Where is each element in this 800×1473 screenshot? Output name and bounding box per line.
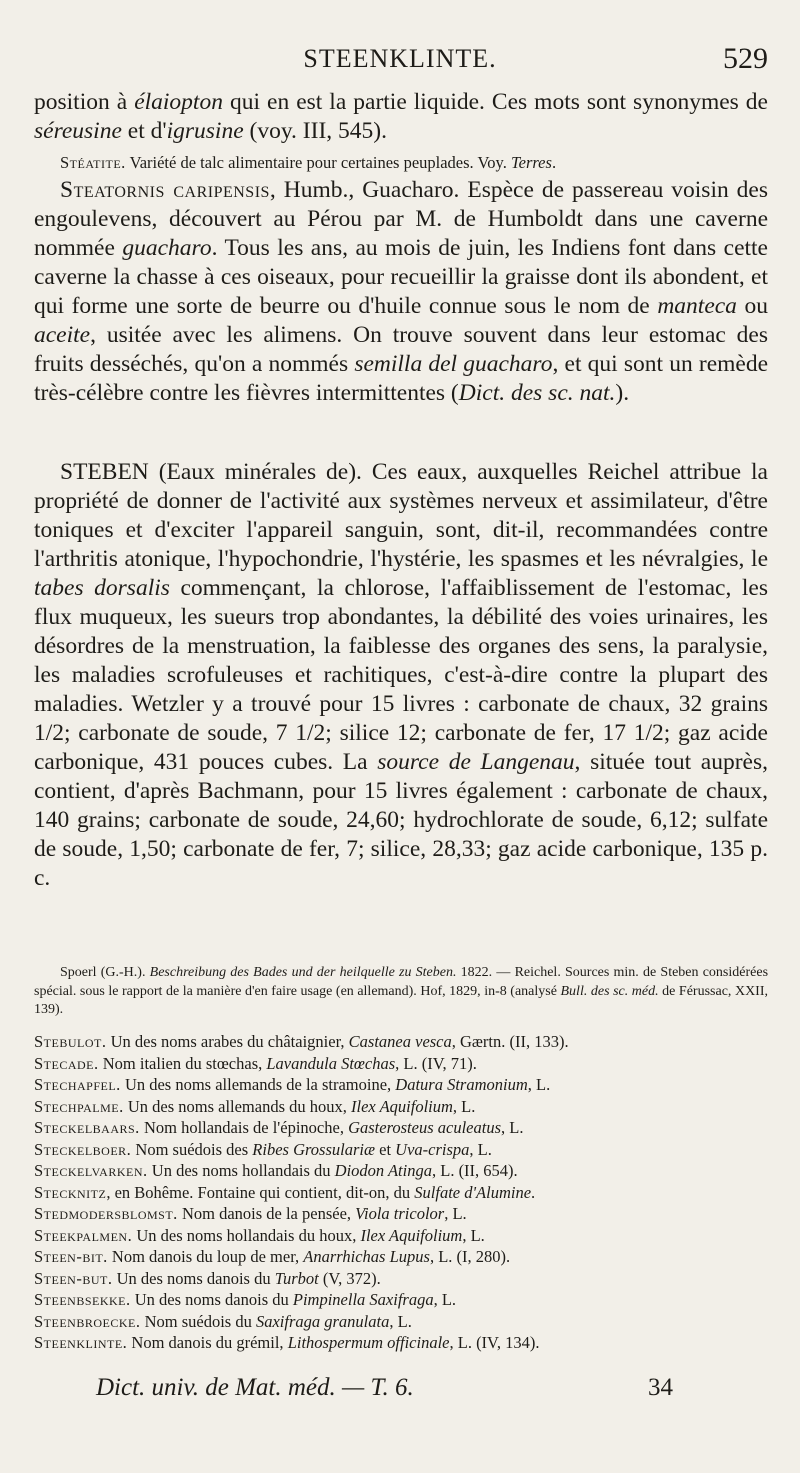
text-run: , L. xyxy=(462,1225,485,1245)
text-run: Variété de talc alimentaire pour certaines peuplades. Voy. xyxy=(125,153,511,172)
italic-term: Lithospermum officinale xyxy=(287,1333,450,1352)
list-item xyxy=(34,1225,768,1247)
italic-title: Bull. des sc. méd. xyxy=(560,983,659,999)
italic-term: Gasterosteus aculeatus xyxy=(348,1118,501,1137)
text-run: Nom hollandais de l'épinoche, xyxy=(139,1118,349,1137)
text-run: , L. xyxy=(433,1290,457,1309)
text-run: Un des noms hollandais du houx, xyxy=(132,1225,361,1245)
running-title: STEENKLINTE. xyxy=(303,44,497,73)
list-item xyxy=(34,1117,768,1139)
italic-term: igrusine xyxy=(166,118,244,144)
entry-headword: Stebulot. xyxy=(34,1032,107,1051)
italic-term: Castanea vesca xyxy=(348,1032,452,1051)
italic-term: Lavandula Stœchas xyxy=(266,1053,396,1073)
italic-term: Ribes Grossulariæ xyxy=(252,1139,375,1159)
italic-term: Saxifraga granulata xyxy=(255,1311,390,1331)
entry-headword: Steckelboer. xyxy=(34,1139,132,1159)
short-entries-list xyxy=(34,1031,768,1354)
text-run: , L. xyxy=(469,1139,492,1159)
signature-footer xyxy=(96,1374,696,1408)
text-run: , et qui sont un remède très-célèbre contre les fièvres intermittentes ( xyxy=(34,351,769,406)
text-run: , située tout auprès, contient, d'après Bachmann, pour 15 livres également : carbonate de chaux, 140 grains; carbonate de soude, 24,60; hydrochlorate de soude, 6,12; sulfate de soude, 1,50; carbonate de fer, 7; silice, 28,33; gaz acide carbonique, 135 p. c. xyxy=(34,749,768,891)
list-item xyxy=(34,1268,768,1290)
italic-term: Datura Stramonium xyxy=(395,1075,528,1094)
text-run: , L. (IV, 71). xyxy=(395,1053,477,1073)
italic-title: Beschreibung des Bades und der heilquelle zu Steben. xyxy=(149,965,457,980)
list-item xyxy=(34,1246,768,1268)
entry-headword: STEBEN xyxy=(60,459,149,485)
italic-term: Ilex Aquifolium xyxy=(351,1096,453,1116)
text-run: de Férussac, XXII, 139). xyxy=(34,983,769,1017)
text-run: , L. xyxy=(527,1075,551,1094)
paragraph-elaiopton-continuation xyxy=(34,88,768,146)
entry-headword: Steekpalmen. xyxy=(34,1225,133,1245)
entry-headword: Stecade. xyxy=(34,1053,99,1073)
italic-term: aceite xyxy=(34,322,91,348)
list-item xyxy=(34,1053,768,1075)
entry-headword: Steatornis caripensis xyxy=(60,177,270,203)
text-run: , L. xyxy=(501,1118,524,1137)
text-run: , L. (IV, 134). xyxy=(449,1333,540,1352)
entry-headword: Steckelbaars. xyxy=(34,1118,140,1137)
list-item xyxy=(34,1332,768,1354)
italic-term: Anarrhichas Lupus xyxy=(303,1247,430,1266)
list-item xyxy=(34,1074,768,1096)
list-item xyxy=(34,1139,768,1161)
text-run: (V, 372). xyxy=(318,1268,381,1288)
entry-headword: Steenbsekke. xyxy=(34,1290,131,1309)
text-run: Un des noms hollandais du xyxy=(147,1161,335,1180)
entry-headword: Steen-bit. xyxy=(34,1247,108,1266)
text-run: (voy. III, 545). xyxy=(243,118,387,144)
text-run: (Eaux minérales de). Ces eaux, auxquelles Reichel attribue la propriété de donner de l'activité aux systèmes nerveux et assimilateur, d'être toniques et d'exciter l'appareil sanguin, sont, dit-il, recommandées contre l'arthritis atonique, l'hypochondrie, l'hystérie, les spasmes et les névralgies, le xyxy=(34,459,768,572)
italic-term: guacharo xyxy=(122,235,212,261)
text-run: , L. xyxy=(444,1204,467,1223)
text-run: Nom italien du stœchas, xyxy=(98,1053,267,1073)
italic-term: Ilex Aquifolium xyxy=(360,1225,463,1245)
entry-headword: Stechapfel. xyxy=(34,1075,121,1094)
text-run: et d' xyxy=(121,118,167,144)
entry-headword: Stedmodersblomst. xyxy=(34,1204,178,1223)
list-item xyxy=(34,1203,768,1225)
italic-term: Turbot xyxy=(274,1268,319,1288)
list-item xyxy=(34,1096,768,1118)
text-run: Nom danois du loup de mer, xyxy=(107,1247,304,1266)
signature-mark: Dict. univ. de Mat. méd. — T. 6. xyxy=(96,1374,414,1401)
text-run: Un des noms allemands de la stramoine, xyxy=(120,1075,396,1094)
entry-steatite xyxy=(34,152,768,174)
text-run: Un des noms danois du xyxy=(112,1268,275,1288)
text-run: , en Bohême. Fontaine qui contient, dit-on, du xyxy=(106,1182,415,1202)
text-run: ). xyxy=(615,380,630,406)
text-run: Nom danois du grémil, xyxy=(127,1333,288,1352)
text-run: , Gærtn. (II, 133). xyxy=(451,1032,569,1051)
text-run: , L. (II, 654). xyxy=(431,1161,518,1180)
text-run: , Humb., Guacharo. Espèce de passereau voisin des engoulevens, découvert au Pérou par M. de Humboldt dans une caverne nommée xyxy=(34,177,768,261)
text-run: Nom danois de la pensée, xyxy=(177,1204,356,1223)
entry-steatornis xyxy=(34,176,768,408)
italic-term: Viola tricolor xyxy=(355,1204,445,1223)
text-run: Spoerl (G.-H.). xyxy=(60,965,150,980)
list-item xyxy=(34,1031,768,1053)
entry-headword: Steen-but. xyxy=(34,1268,113,1288)
list-item xyxy=(34,1182,768,1204)
entry-headword: Steenbroecke. xyxy=(34,1311,141,1331)
entry-headword: Stecknitz xyxy=(34,1182,107,1202)
italic-term: Diodon Atinga xyxy=(334,1161,432,1180)
text-run: Un des noms allemands du houx, xyxy=(123,1096,352,1116)
text-run: qui en est la partie liquide. Ces mots sont synonymes de xyxy=(222,89,768,115)
text-run: et xyxy=(375,1139,396,1159)
italic-term: Pimpinella Saxifraga xyxy=(292,1290,434,1309)
text-run: . Tous les ans, au mois de juin, les Indiens font dans cette caverne la chasse à ces oiseaux, pour recueillir la graisse dont ils abondent, et qui forme une sorte de beurre ou d'huile connue sous le nom de xyxy=(34,235,768,319)
italic-term: semilla del guacharo xyxy=(354,351,553,377)
text-run: . xyxy=(551,153,557,172)
entry-headword: Steckelvarken. xyxy=(34,1161,148,1180)
italic-term: tabes dorsalis xyxy=(34,575,170,601)
italic-term: séreusine xyxy=(34,118,122,144)
entry-headword: Stechpalme. xyxy=(34,1096,124,1116)
running-header xyxy=(30,42,770,78)
list-item xyxy=(34,1160,768,1182)
text-run: . xyxy=(531,1182,536,1202)
text-run: Un des noms arabes du châtaignier, xyxy=(106,1032,349,1051)
text-run: , L. xyxy=(452,1096,476,1116)
text-run: 1822. — Reichel. Sources min. de Steben considérées spécial. sous le rapport de la manière d'en faire usage (en allemand). Hof, 1829, in-8 (analysé xyxy=(34,965,769,999)
list-item xyxy=(34,1311,768,1333)
text-run: Nom suédois des xyxy=(131,1139,253,1159)
text-run: position à xyxy=(34,89,135,115)
text-run: ou xyxy=(736,293,768,319)
page-number: 529 xyxy=(723,42,768,75)
italic-term: source de Langenau xyxy=(377,749,575,775)
text-run: , usitée avec les alimens. On trouve souvent dans leur estomac des fruits desséchés, qu'on a nommés xyxy=(34,322,768,377)
italic-term: élaiopton xyxy=(134,89,223,115)
entry-headword: Steenklinte. xyxy=(34,1333,128,1352)
italic-term: Uva-crispa xyxy=(395,1139,470,1159)
text-run: , L. (I, 280). xyxy=(429,1247,511,1266)
entry-headword: Stéatite. xyxy=(60,153,126,172)
italic-term: manteca xyxy=(657,293,737,319)
text-run: Nom suédois du xyxy=(140,1311,256,1331)
list-item xyxy=(34,1289,768,1311)
sheet-number: 34 xyxy=(648,1374,673,1401)
italic-term: Sulfate d'Alumine xyxy=(414,1182,532,1202)
entry-steben xyxy=(34,458,768,893)
italic-term: Dict. des sc. nat. xyxy=(458,380,616,406)
bibliography-note xyxy=(34,964,768,1020)
text-run: , L. xyxy=(389,1311,412,1331)
text-run: commençant, la chlorose, l'affaiblissement de l'estomac, les flux muqueux, les sueurs trop abondantes, la débilité des voies urinaires, les désordres de la menstruation, la faiblesse des organes des sens, la paralysie, les maladies scrofuleuses et rachitiques, c'est-à-dire contre la plupart des maladies. Wetzler y a trouvé pour 15 livres : carbonate de chaux, 32 grains 1/2; carbonate de soude, 7 1/2; silice 12; carbonate de fer, 17 1/2; gaz acide carbonique, 431 pouces cubes. La xyxy=(34,575,768,775)
text-run: Un des noms danois du xyxy=(130,1290,293,1309)
italic-term: Terres xyxy=(510,153,552,172)
